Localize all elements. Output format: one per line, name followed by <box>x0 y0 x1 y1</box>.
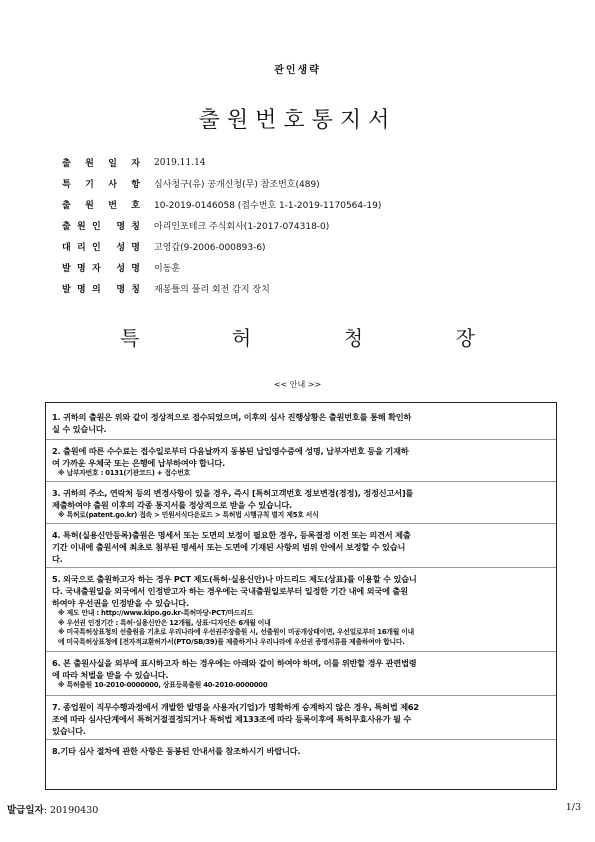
notice-note: ※ 미국특허상표청의 선출원을 기초로 우리나라에 우선권주장출원 시, 선출원이 미공개상태이면, 우선일로부터 16개월 이내 <box>58 628 414 636</box>
notice-item-5: 5. 외국으로 출원하고자 하는 경우 PCT 제도(특허·실용신안)나 마드리드 제도(상표)를 이용할 수 있습니 다. 국내출원일을 외국에서 인정받고자 하는 경우에는 국내출원일로부터 일정한 기간 내에 외국에 출원 하여야 우선권을 인정받을 수 있습니다. ※ 제도 안내 : http://www.kipo.go.kr-특허마당-PCT/마드리드 ※ 우선권 인정기간 : 특허·실용신안은 12개월, 상표·디자인은 6개월 이내 ※ 미국특허상표청의 선출원을 기초로 우리나라에 우선권주장출원 시, 선출원이 미공개상태이면, 우선일로부터 16개월 이내 에 미국특허상표청에 [전자적교환허가서(PTO/SB/39)를 제출하거나 우리나라에 우선권 증명서류를 제출하여야 합니다. <box>52 573 550 647</box>
info-value: 심사청구(유) 공개신청(무) 참조번호(489) <box>154 180 320 190</box>
notice-divider <box>46 439 556 440</box>
notice-box <box>45 402 557 790</box>
info-value: 2019.11.14 <box>154 157 206 168</box>
page-number: 1/3 <box>565 802 581 813</box>
info-row-agent-name <box>62 236 542 257</box>
info-value: 고영갑(9-2006-000893-6) <box>154 243 266 253</box>
info-label: 발 명 의 명 칭 <box>62 285 140 295</box>
notice-divider <box>46 481 556 482</box>
application-info-table <box>62 152 542 299</box>
notice-note: ※ 특허출원 10-2010-0000000, 상표등록출원 40-2010-0000000 <box>58 681 268 689</box>
info-row-special-notes <box>62 173 542 194</box>
document-title: 출원번호통지서 <box>198 108 397 133</box>
notice-item-7: 7. 종업원이 직무수행과정에서 개발한 발명을 사용자(기업)가 명확하게 승계하지 않은 경우, 특허법 제62 조에 따라 심사단계에서 특허거절결정되거나 특허법 제133조에 따라 등록이후에 특허무효사유가 될 수 있습니다. <box>52 702 419 736</box>
notice-item-8: 8.기타 심사 절차에 관한 사항은 동봉된 안내서를 참조하시기 바랍니다. <box>52 746 301 756</box>
notice-note: ※ 납부자번호 : 0131(기관코드) + 접수번호 <box>58 469 190 477</box>
issue-date-label: 발급일자 <box>7 805 44 816</box>
notice-note: ※ 특허로(patent.go.kr) 접속 > 민원서식다운로드 > 특허법 시행규칙 별지 제5호 서식 <box>58 511 319 519</box>
notice-divider <box>46 651 556 652</box>
guide-heading: << 안내 >> <box>273 380 322 389</box>
info-value: 10-2019-0146058 (접수번호 1-1-2019-1170564-19) <box>154 201 382 211</box>
info-label: 출 원 번 호 <box>62 201 140 211</box>
info-value: 아리인포테크 주식회사(1-2017-074318-0) <box>154 222 330 232</box>
info-label: 대 리 인 성 명 <box>62 243 140 253</box>
notice-divider <box>46 695 556 696</box>
seal-omitted-label: 관인생략 <box>274 65 321 76</box>
notice-note: 에 미국특허상표청에 [전자적교환허가서(PTO/SB/39)를 제출하거나 우리나라에 우선권 증명서류를 제출하여야 합니다. <box>58 637 405 646</box>
issuer-commissioner <box>120 322 475 351</box>
info-row-inventor-name <box>62 257 542 278</box>
info-value: 이동훈 <box>154 264 181 274</box>
notice-note: ※ 우선권 인정기간 : 특허·실용신안은 12개월, 상표·디자인은 6개월 이내 <box>58 618 271 627</box>
notice-item-1: 1. 귀하의 출원은 위와 같이 정상적으로 접수되었으며, 이후의 심사 진행상황은 출원번호를 통해 확인하 실 수 있습니다. <box>52 412 412 434</box>
notice-item-3: 3. 귀하의 주소, 연락처 등의 변경사항이 있을 경우, 즉시 [특허고객번호 정보변경(경정), 정정신고서]를 제출하여야 출원 이후의 각종 통지서를 정상적으로 받을 수 있습니다. ※ 특허로(patent.go.kr) 접속 > 민원서식다운로드 > 특허법 시행규칙 별지 제5호 서식 <box>52 487 550 521</box>
info-row-application-number <box>62 194 542 215</box>
issuer-char: 특 <box>120 326 140 350</box>
info-row-applicant-name <box>62 215 542 236</box>
notice-item-4: 4. 특허(실용신안등록)출원은 명세서 또는 도면의 보정이 필요한 경우, 등록결정 이전 또는 의견서 제출 기간 이내에 출원서에 최초로 첨부된 명세서 또는 도면에 기재된 사항의 범위 안에서 보정할 수 있습니 다. <box>52 530 411 564</box>
info-label: 발 명 자 성 명 <box>62 264 140 274</box>
info-row-filing-date <box>62 152 542 173</box>
notice-divider <box>46 739 556 740</box>
info-label: 출 원 인 명 칭 <box>62 222 140 232</box>
issue-date <box>7 802 98 816</box>
info-value: 재봉틀의 풀리 회전 감지 장치 <box>154 285 270 295</box>
issuer-char: 청 <box>343 326 364 350</box>
notice-divider <box>46 523 556 524</box>
info-label: 특 기 사 항 <box>62 180 140 190</box>
issuer-char: 허 <box>231 326 252 350</box>
issue-date-value: : 20190430 <box>43 805 99 816</box>
issuer-char: 장 <box>455 326 475 350</box>
info-label: 출 원 일 자 <box>62 159 140 169</box>
info-row-invention-title <box>62 278 542 299</box>
notice-item-6: 6. 본 출원사실을 외부에 표시하고자 하는 경우에는 아래와 같이 하여야 하며, 이를 위반할 경우 관련법령 에 따라 처벌을 받을 수 있습니다. ※ 특허출원 10-2010-0000000, 상표등록출원 40-2010-0000000 <box>52 657 550 691</box>
notice-note: ※ 제도 안내 : http://www.kipo.go.kr-특허마당-PCT/마드리드 <box>58 609 254 617</box>
notice-divider <box>46 567 556 568</box>
notice-item-2: 2. 출원에 따른 수수료는 접수일로부터 다음날까지 동봉된 납입영수증에 성명, 납부자번호 등을 기재하 여 가까운 우체국 또는 은행에 납부하여야 합니다. ※ 납부자번호 : 0131(기관코드) + 접수번호 <box>52 445 550 479</box>
